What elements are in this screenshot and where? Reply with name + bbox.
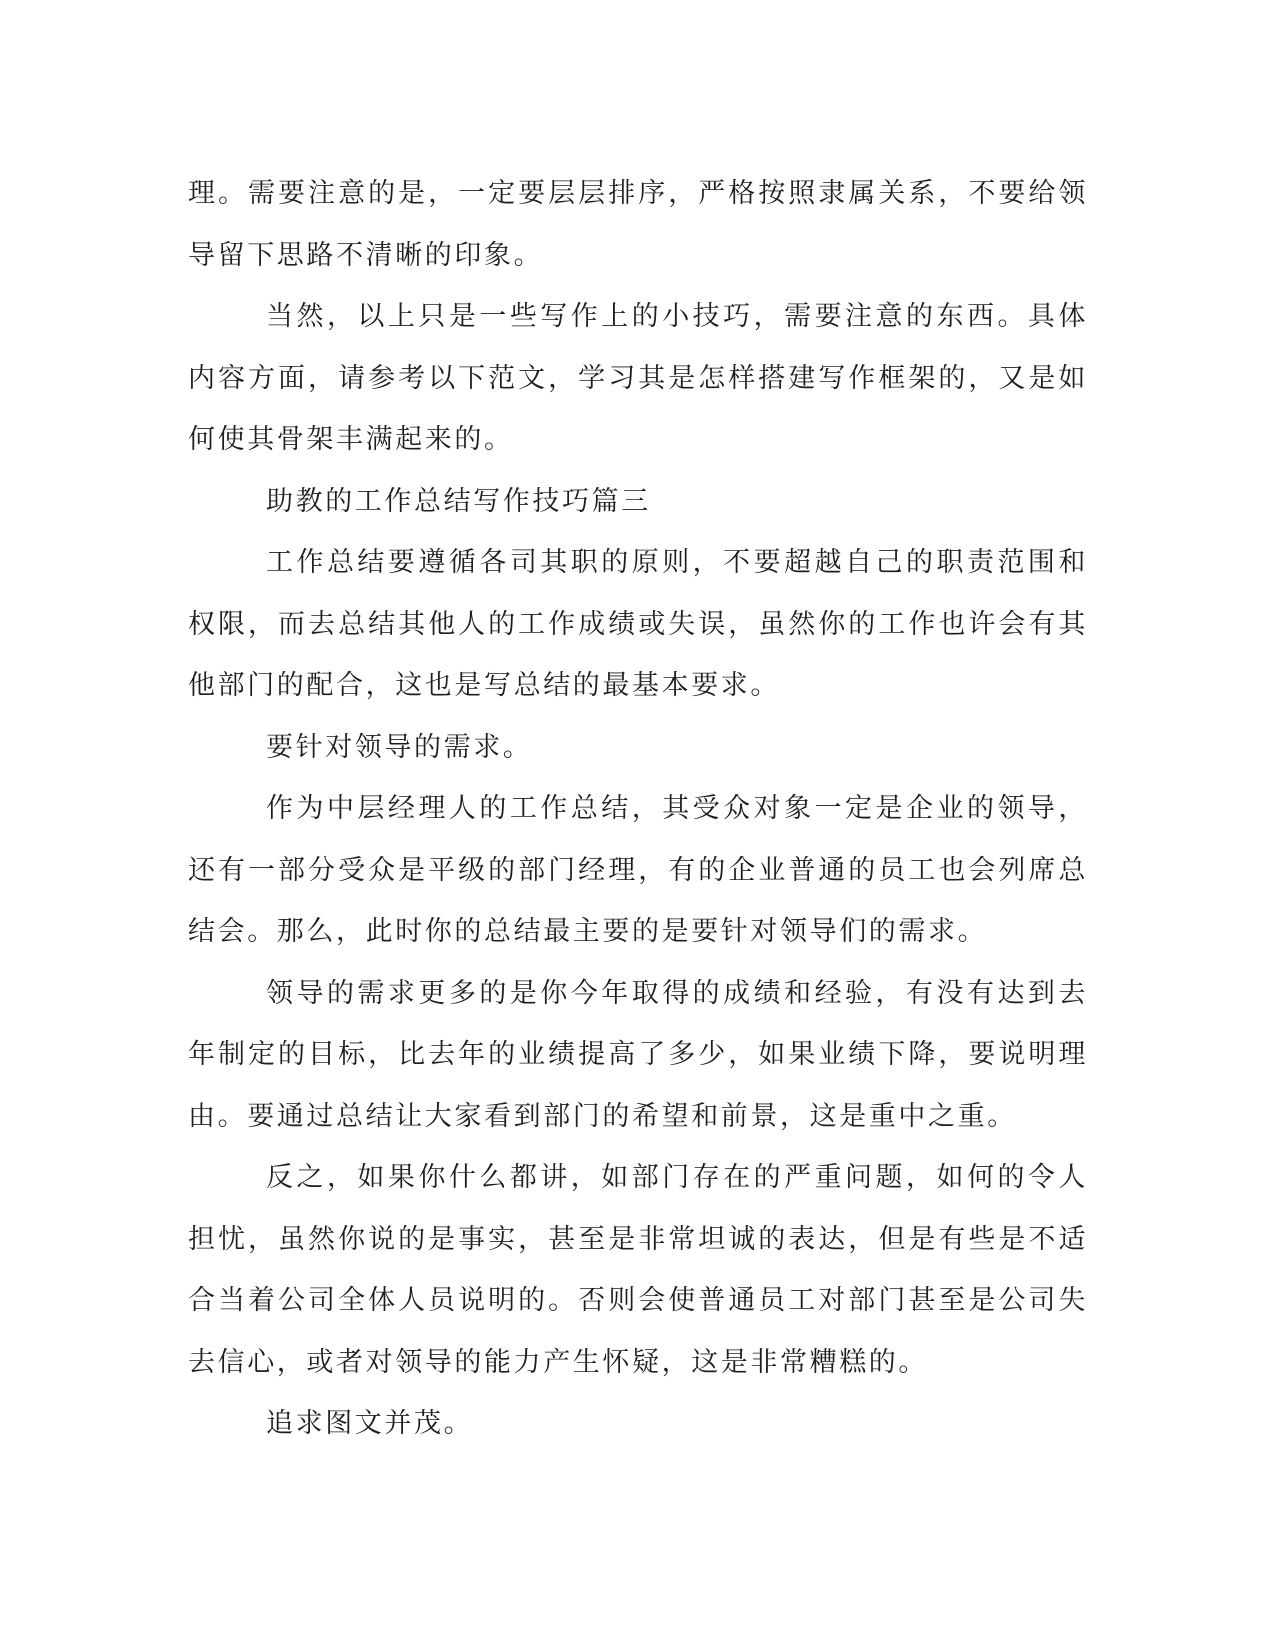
section-heading: 助教的工作总结写作技巧篇三 xyxy=(266,485,651,517)
paragraph-4: 要针对领导的需求。 xyxy=(266,731,533,763)
paragraph-6: 领导的需求更多的是你今年取得的成绩和经验，有没有达到去年制定的目标，比去年的业绩提高了多少，如果业绩下降，要说明理由。要通过总结让大家看到部门的希望和前景，这是重中之重。 xyxy=(188,977,1088,1132)
paragraph-3: 工作总结要遵循各司其职的原则，不要超越自己的职责范围和权限，而去总结其他人的工作成绩或失误，虽然你的工作也许会有其他部门的配合，这也是写总结的最基本要求。 xyxy=(188,547,1088,701)
document-body xyxy=(188,163,1088,1455)
paragraph-5: 作为中层经理人的工作总结，其受众对象一定是企业的领导，还有一部分受众是平级的部门经理，有的企业普通的员工也会列席总结会。那么，此时你的总结最主要的是要针对领导们的需求。 xyxy=(188,793,1088,947)
paragraph-1: 理。需要注意的是，一定要层层排序，严格按照隶属关系，不要给领导留下思路不清晰的印象。 xyxy=(188,178,1088,271)
paragraph-7: 反之，如果你什么都讲，如部门存在的严重问题，如何的令人担忧，虽然你说的是事实，甚至是非常坦诚的表达，但是有些是不适合当着公司全体人员说明的。否则会使普通员工对部门甚至是公司失去信心，或者对领导的能力产生怀疑，这是非常糟糕的。 xyxy=(188,1162,1088,1378)
paragraph-2: 当然，以上只是一些写作上的小技巧，需要注意的东西。具体内容方面，请参考以下范文，学习其是怎样搭建写作框架的，又是如何使其骨架丰满起来的。 xyxy=(188,301,1088,455)
paragraph-8: 追求图文并茂。 xyxy=(266,1408,474,1439)
